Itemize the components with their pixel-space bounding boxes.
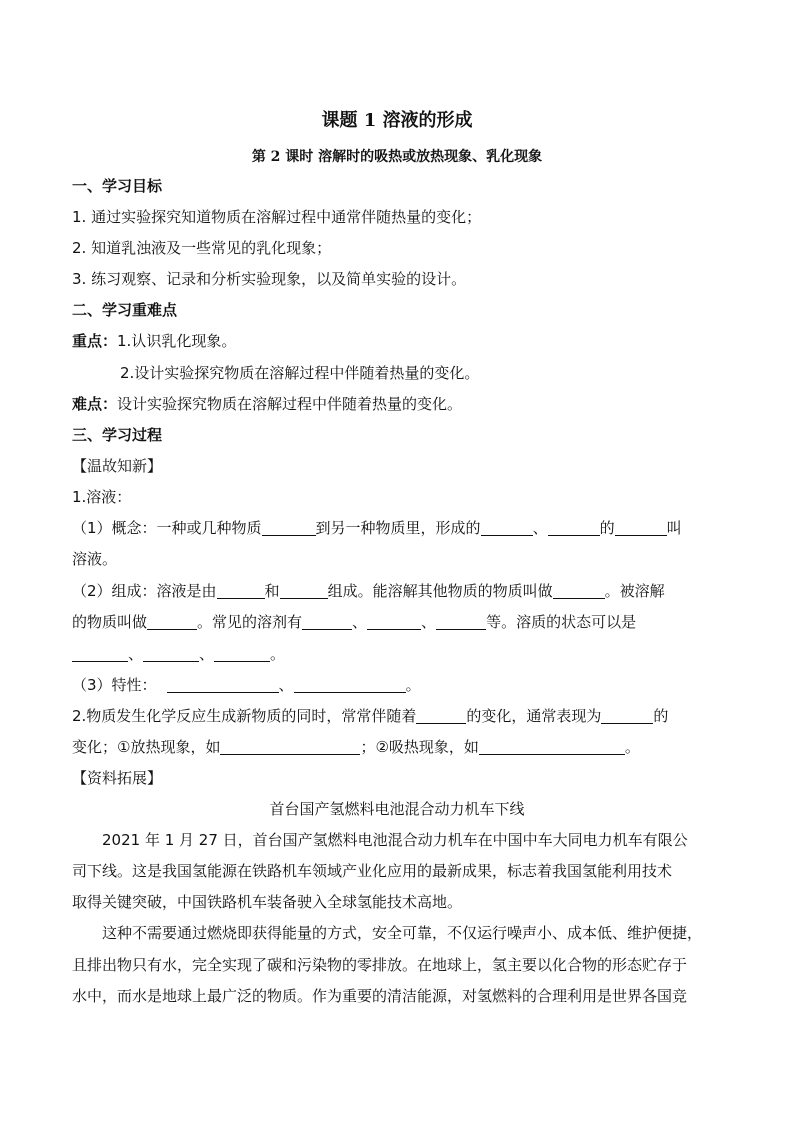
extension-tag: 【资料拓展】: [72, 769, 163, 787]
review-tag: 【温故知新】: [72, 457, 163, 475]
text-segment: 、: [199, 645, 215, 663]
question-1-1-line: [72, 518, 722, 538]
question-2-line: [72, 706, 722, 726]
fill-blank[interactable]: [72, 645, 128, 662]
question-1-2-line-2: [72, 612, 722, 632]
key-point-line: [72, 331, 722, 351]
fill-blank[interactable]: [262, 519, 316, 536]
fill-blank[interactable]: [479, 738, 625, 755]
text-segment: 的: [653, 707, 669, 725]
text-segment: 、: [278, 676, 294, 694]
key-point-1: 1.认识乳化现象。: [117, 332, 237, 350]
difficulty-text: 设计实验探究物质在溶解过程中伴随着热量的变化。: [117, 395, 463, 413]
text-segment: 。: [624, 738, 640, 756]
text-segment: 的: [599, 519, 615, 537]
text-segment: （1）概念：一种或几种物质: [72, 519, 262, 537]
question-1-1-cont: 溶液。: [72, 550, 118, 568]
objective-item: 2. 知道乳浊液及一些常见的乳化现象；: [72, 239, 332, 257]
text-segment: 、: [352, 613, 368, 631]
fill-blank[interactable]: [147, 613, 197, 630]
fill-blank[interactable]: [615, 519, 667, 536]
page-subtitle: 第 2 课时 溶解时的吸热或放热现象、乳化现象: [251, 149, 543, 165]
text-segment: 变化；①放热现象，如: [72, 738, 221, 756]
article-line: 且排出物只有水，完全实现了碳和污染物的零排放。在地球上，氢主要以化合物的形态贮存于: [72, 956, 688, 974]
text-segment: 的变化，通常表现为: [466, 707, 602, 725]
text-segment: ；②吸热现象，如: [360, 738, 479, 756]
text-segment: 、: [532, 519, 548, 537]
key-point-2: 2.设计实验探究物质在溶解过程中伴随着热量的变化。: [120, 364, 480, 382]
fill-blank[interactable]: [302, 613, 352, 630]
difficulty-line: [72, 394, 722, 414]
text-segment: 组成。能溶解其他物质的物质叫做: [327, 582, 553, 600]
fill-blank[interactable]: [416, 707, 466, 724]
text-segment: 等。溶质的状态可以是: [486, 613, 637, 631]
text-segment: 。被溶解: [604, 582, 665, 600]
fill-blank[interactable]: [553, 582, 605, 599]
article-line: 这种不需要通过燃烧即获得能量的方式，安全可靠，不仅运行噪声小、成本低、维护便捷，: [102, 924, 703, 942]
text-segment: 2.物质发生化学反应生成新物质的同时，常常伴随着: [72, 707, 417, 725]
text-segment: （3）特性：: [72, 676, 157, 694]
text-segment: 叫: [666, 519, 682, 537]
text-segment: 的物质叫做: [72, 613, 148, 631]
article-line: 取得关键突破，中国铁路机车装备驶入全球氢能技术高地。: [72, 893, 463, 911]
article-line: 司下线。这是我国氢能源在铁路机车领域产业化应用的最新成果，标志着我国氢能利用技术: [72, 862, 673, 880]
text-segment: 。常见的溶剂有: [197, 613, 303, 631]
text-segment: 、: [421, 613, 437, 631]
fill-blank[interactable]: [367, 613, 421, 630]
fill-blank[interactable]: [167, 676, 279, 693]
text-segment: （2）组成：溶液是由: [72, 582, 217, 600]
difficulty-label: 难点：: [72, 395, 118, 413]
page-title: 课题 1 溶液的形成: [321, 110, 473, 131]
text-segment: 、: [128, 645, 144, 663]
fill-blank[interactable]: [294, 676, 406, 693]
article-title: 首台国产氢燃料电池混合动力机车下线: [269, 800, 525, 818]
fill-blank[interactable]: [214, 645, 270, 662]
section-heading-objectives: 一、学习目标: [72, 177, 163, 195]
text-segment: 。: [270, 645, 286, 663]
question-1-title: 1.溶液：: [72, 488, 132, 506]
fill-blank[interactable]: [280, 582, 328, 599]
text-segment: 。: [405, 676, 421, 694]
fill-blank[interactable]: [436, 613, 486, 630]
article-line: 水中，而水是地球上最广泛的物质。作为重要的清洁能源，对氢燃料的合理利用是世界各国竞: [72, 987, 688, 1005]
question-1-2-line-3: [72, 644, 722, 664]
article-line: 2021 年 1 月 27 日，首台国产氢燃料电池混合动力机车在中国中车大同电力机车有限公: [102, 831, 688, 849]
fill-blank[interactable]: [601, 707, 653, 724]
section-heading-process: 三、学习过程: [72, 426, 163, 444]
objective-item: 3. 练习观察、记录和分析实验现象，以及简单实验的设计。: [72, 270, 467, 288]
objective-item: 1. 通过实验探究知道物质在溶解过程中通常伴随热量的变化；: [72, 208, 482, 226]
question-2-line-2: [72, 737, 722, 757]
question-1-2-line: [72, 581, 722, 601]
section-heading-keypoints: 二、学习重难点: [72, 301, 178, 319]
fill-blank[interactable]: [548, 519, 600, 536]
fill-blank[interactable]: [481, 519, 533, 536]
fill-blank[interactable]: [143, 645, 199, 662]
text-segment: 到另一种物质里，形成的: [315, 519, 481, 537]
text-segment: 和: [264, 582, 280, 600]
fill-blank[interactable]: [217, 582, 265, 599]
question-1-3-line: [72, 675, 722, 695]
key-label: 重点：: [72, 332, 118, 350]
fill-blank[interactable]: [220, 738, 360, 755]
